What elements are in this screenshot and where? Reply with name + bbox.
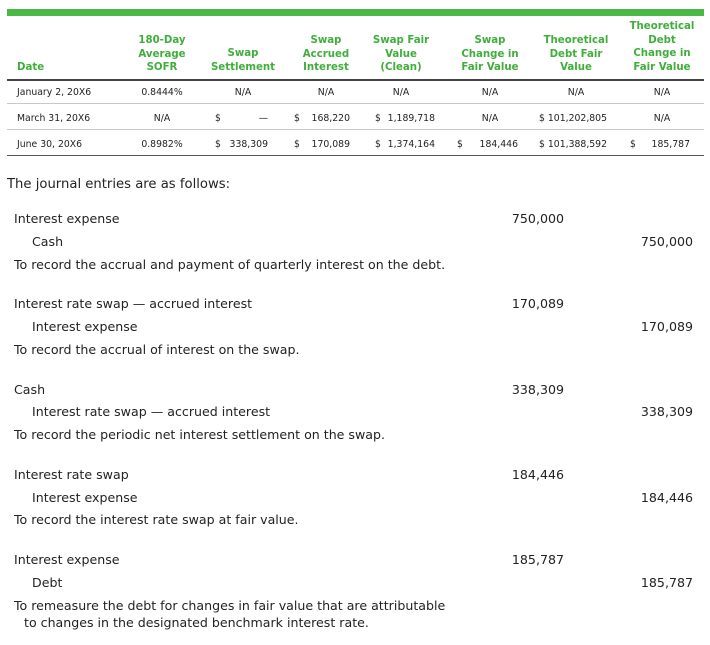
header-date: Date — [17, 62, 45, 73]
debit-account: Interest rate swap — accrued interest — [14, 296, 253, 311]
header-theoretical-debt: Theoretical Debt Fair Value — [543, 35, 609, 73]
cell-fair-value: 1,374,164 — [387, 139, 435, 150]
cell-accrued: 170,089 — [311, 139, 350, 150]
cell-debt-change: N/A — [653, 113, 671, 124]
debit-amount: 185,787 — [511, 552, 564, 567]
cell-debt-change: 185,787 — [651, 139, 690, 150]
credit-account: Interest expense — [32, 319, 138, 334]
credit-amount: 170,089 — [640, 319, 693, 334]
credit-account: Debt — [32, 575, 63, 590]
row-divider — [7, 129, 704, 130]
cell-fair-value: N/A — [392, 87, 410, 98]
cell-accrued: N/A — [317, 87, 335, 98]
cell-debt: $ 101,388,592 — [539, 139, 608, 150]
header-theoretical-debt-change: Theoretical Debt Change in Fair Value — [629, 21, 695, 73]
cell-fair-value: 1,189,718 — [387, 113, 435, 124]
cell-debt: N/A — [567, 87, 585, 98]
debit-account: Interest rate swap — [14, 467, 129, 482]
cell-debt-change-currency: $ — [630, 139, 636, 150]
debit-account: Interest expense — [14, 211, 120, 226]
cell-change-currency: $ — [457, 139, 463, 150]
cell-settlement: N/A — [234, 87, 252, 98]
cell-accrued: 168,220 — [311, 113, 350, 124]
cell-accrued-currency: $ — [294, 113, 300, 124]
header-swap-settlement: Swap Settlement — [210, 48, 276, 73]
entry-memo: To record the interest rate swap at fair value. — [14, 512, 299, 527]
debit-account: Cash — [14, 382, 46, 397]
cell-change: N/A — [481, 113, 499, 124]
credit-account: Cash — [32, 234, 64, 249]
row-divider — [7, 103, 704, 104]
table-bottom-rule — [7, 155, 704, 156]
debit-amount: 170,089 — [511, 296, 564, 311]
credit-account: Interest rate swap — accrued interest — [32, 404, 271, 419]
cell-fair-value-currency: $ — [375, 139, 381, 150]
cell-fair-value-currency: $ — [375, 113, 381, 124]
cell-settlement-currency: $ — [215, 113, 221, 124]
cell-settlement-currency: $ — [215, 139, 221, 150]
header-swap-accrued-interest: Swap Accrued Interest — [302, 35, 350, 73]
cell-settlement: 338,309 — [229, 139, 268, 150]
credit-amount: 184,446 — [640, 490, 693, 505]
entry-memo: To record the accrual and payment of quarterly interest on the debt. — [14, 257, 446, 272]
credit-amount: 750,000 — [640, 234, 693, 249]
entry-memo: To remeasure the debt for changes in fair value that are attributable — [14, 598, 446, 613]
cell-debt-change: N/A — [653, 87, 671, 98]
debit-amount: 338,309 — [511, 382, 564, 397]
header-swap-fair-value: Swap Fair Value (Clean) — [372, 35, 430, 73]
cell-sofr: N/A — [153, 113, 171, 124]
cell-date: June 30, 20X6 — [17, 139, 83, 150]
cell-debt: $ 101,202,805 — [539, 113, 608, 124]
header-swap-change: Swap Change in Fair Value — [461, 35, 519, 73]
cell-sofr: 0.8444% — [141, 87, 183, 98]
cell-sofr: 0.8982% — [141, 139, 183, 150]
cell-change: 184,446 — [479, 139, 518, 150]
credit-amount: 185,787 — [640, 575, 693, 590]
entry-memo-continued: to changes in the designated benchmark interest rate. — [24, 615, 369, 630]
debit-amount: 750,000 — [511, 211, 564, 226]
header-sofr: 180-Day Average SOFR — [138, 35, 186, 73]
credit-account: Interest expense — [32, 490, 138, 505]
cell-date: January 2, 20X6 — [17, 87, 92, 98]
debit-account: Interest expense — [14, 552, 120, 567]
top-accent-bar — [7, 9, 704, 16]
cell-accrued-currency: $ — [294, 139, 300, 150]
cell-date: March 31, 20X6 — [17, 113, 91, 124]
debit-amount: 184,446 — [511, 467, 564, 482]
entry-memo: To record the accrual of interest on the swap. — [14, 342, 300, 357]
credit-amount: 338,309 — [640, 404, 693, 419]
cell-change: N/A — [481, 87, 499, 98]
intro-text: The journal entries are as follows: — [7, 177, 231, 192]
entry-memo: To record the periodic net interest settlement on the swap. — [14, 427, 386, 442]
header-divider — [7, 79, 704, 81]
cell-settlement: — — [258, 113, 268, 124]
